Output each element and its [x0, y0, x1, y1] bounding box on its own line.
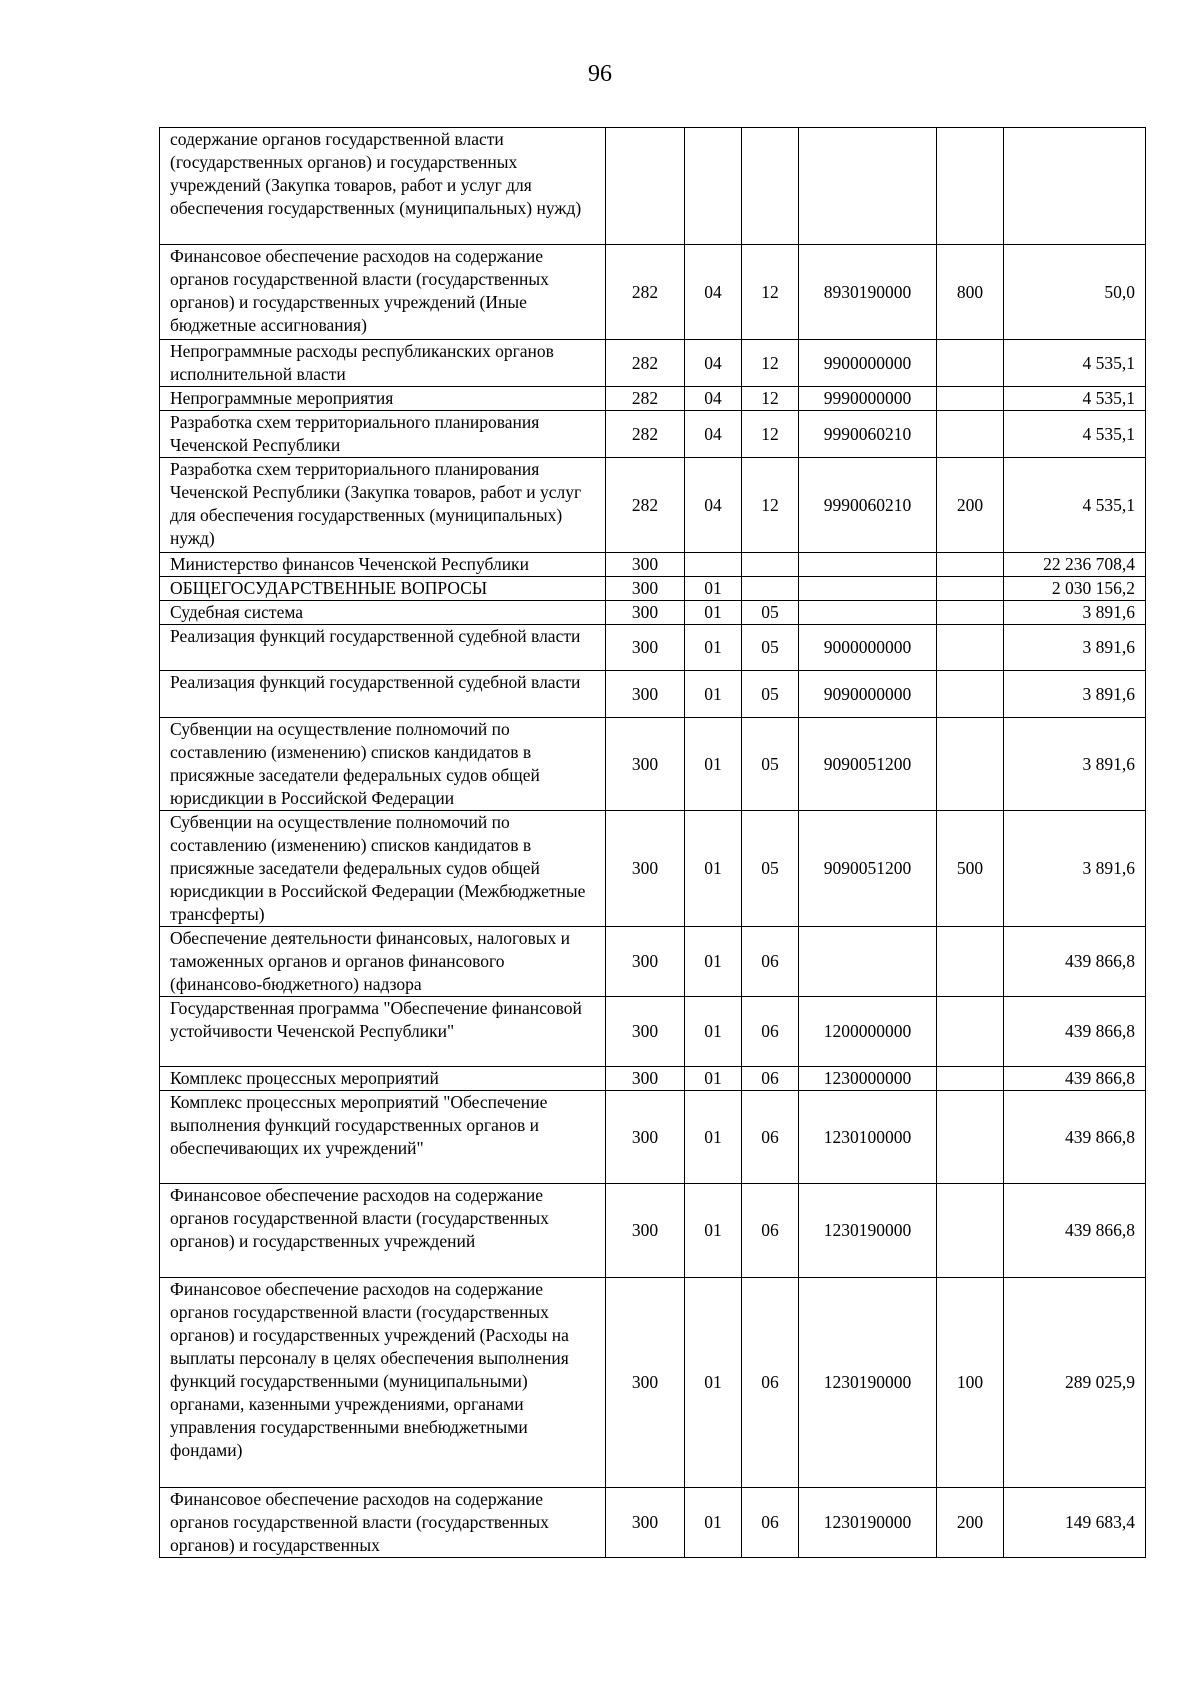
row-subsection-cell: 12 [742, 387, 799, 411]
row-expense-type-cell: 800 [937, 245, 1004, 340]
table-row [160, 671, 1146, 718]
row-target-article-cell: 9090051200 [799, 718, 937, 811]
row-target-article-cell [799, 927, 937, 997]
row-amount-cell: 439 866,8 [1004, 927, 1146, 997]
row-expense-type-cell [937, 927, 1004, 997]
row-section-cell: 01 [685, 577, 742, 601]
row-amount-cell: 4 535,1 [1004, 340, 1146, 387]
row-subsection-cell [742, 553, 799, 577]
table-row [160, 1278, 1146, 1488]
row-grbs-cell: 282 [606, 411, 685, 458]
row-target-article-cell: 8930190000 [799, 245, 937, 340]
row-name-cell: Реализация функций государственной судебной власти [160, 625, 606, 671]
row-subsection-cell: 12 [742, 340, 799, 387]
row-name-cell: Субвенции на осуществление полномочий по составлению (изменению) списков кандидатов в присяжные заседатели федеральных судов общей юрисдикции в Российской Федерации (Межбюджетные трансферты) [160, 811, 606, 927]
row-name-cell: содержание органов государственной власти (государственных органов) и государственных учреждений (Закупка товаров, работ и услуг для обеспечения государственных (муниципальных) нужд) [160, 128, 606, 245]
row-expense-type-cell [937, 671, 1004, 718]
row-amount-cell: 3 891,6 [1004, 625, 1146, 671]
row-amount-cell: 3 891,6 [1004, 811, 1146, 927]
table-row [160, 411, 1146, 458]
row-grbs-cell: 300 [606, 553, 685, 577]
row-amount-cell: 439 866,8 [1004, 997, 1146, 1067]
row-section-cell: 04 [685, 245, 742, 340]
row-grbs-cell: 300 [606, 1278, 685, 1488]
row-target-article-cell [799, 577, 937, 601]
row-grbs-cell: 300 [606, 625, 685, 671]
row-grbs-cell: 282 [606, 387, 685, 411]
row-target-article-cell: 1230190000 [799, 1184, 937, 1278]
row-expense-type-cell [937, 625, 1004, 671]
row-expense-type-cell [937, 128, 1004, 245]
row-name-cell: Непрограммные мероприятия [160, 387, 606, 411]
row-subsection-cell: 06 [742, 1067, 799, 1091]
table-row [160, 811, 1146, 927]
row-section-cell: 01 [685, 811, 742, 927]
row-expense-type-cell: 200 [937, 458, 1004, 553]
row-expense-type-cell [937, 601, 1004, 625]
table-row [160, 128, 1146, 245]
row-subsection-cell: 12 [742, 245, 799, 340]
row-amount-cell: 4 535,1 [1004, 458, 1146, 553]
table-row [160, 997, 1146, 1067]
row-name-cell: Финансовое обеспечение расходов на содержание органов государственной власти (государственных органов) и государственных [160, 1488, 606, 1558]
table-row [160, 387, 1146, 411]
row-section-cell: 01 [685, 1067, 742, 1091]
row-grbs-cell: 300 [606, 1488, 685, 1558]
row-target-article-cell: 1230000000 [799, 1067, 937, 1091]
table-row [160, 718, 1146, 811]
row-expense-type-cell [937, 1184, 1004, 1278]
row-target-article-cell: 1230190000 [799, 1278, 937, 1488]
table-row [160, 601, 1146, 625]
row-amount-cell: 50,0 [1004, 245, 1146, 340]
row-expense-type-cell: 200 [937, 1488, 1004, 1558]
row-section-cell: 01 [685, 1278, 742, 1488]
budget-table [159, 127, 1146, 1558]
row-expense-type-cell [937, 387, 1004, 411]
row-name-cell: Разработка схем территориального планирования Чеченской Республики (Закупка товаров, работ и услуг для обеспечения государственных (муниципальных) нужд) [160, 458, 606, 553]
table-row [160, 245, 1146, 340]
row-section-cell: 04 [685, 458, 742, 553]
table-row [160, 553, 1146, 577]
row-amount-cell: 439 866,8 [1004, 1067, 1146, 1091]
row-name-cell: Субвенции на осуществление полномочий по составлению (изменению) списков кандидатов в присяжные заседатели федеральных судов общей юрисдикции в Российской Федерации [160, 718, 606, 811]
row-grbs-cell: 282 [606, 340, 685, 387]
row-target-article-cell: 9000000000 [799, 625, 937, 671]
row-amount-cell: 4 535,1 [1004, 387, 1146, 411]
row-grbs-cell: 300 [606, 671, 685, 718]
row-expense-type-cell [937, 1091, 1004, 1184]
row-target-article-cell: 9090000000 [799, 671, 937, 718]
row-grbs-cell: 300 [606, 1067, 685, 1091]
row-name-cell: Комплекс процессных мероприятий [160, 1067, 606, 1091]
row-section-cell: 01 [685, 718, 742, 811]
row-subsection-cell: 05 [742, 671, 799, 718]
page-number: 96 [588, 61, 612, 87]
row-amount-cell: 3 891,6 [1004, 671, 1146, 718]
row-name-cell: Комплекс процессных мероприятий "Обеспечение выполнения функций государственных органов и обеспечивающих их учреждений" [160, 1091, 606, 1184]
row-subsection-cell: 06 [742, 997, 799, 1067]
row-expense-type-cell: 100 [937, 1278, 1004, 1488]
row-section-cell: 04 [685, 387, 742, 411]
row-subsection-cell: 06 [742, 1091, 799, 1184]
row-section-cell: 01 [685, 625, 742, 671]
table-row [160, 625, 1146, 671]
row-target-article-cell: 1230190000 [799, 1488, 937, 1558]
row-section-cell: 01 [685, 1091, 742, 1184]
row-amount-cell: 3 891,6 [1004, 718, 1146, 811]
row-subsection-cell: 05 [742, 718, 799, 811]
row-grbs-cell: 300 [606, 1184, 685, 1278]
row-section-cell: 01 [685, 1488, 742, 1558]
row-target-article-cell: 1200000000 [799, 997, 937, 1067]
row-section-cell: 01 [685, 927, 742, 997]
row-section-cell [685, 553, 742, 577]
row-subsection-cell: 06 [742, 1488, 799, 1558]
row-target-article-cell [799, 601, 937, 625]
row-amount-cell: 149 683,4 [1004, 1488, 1146, 1558]
row-expense-type-cell [937, 340, 1004, 387]
row-amount-cell: 4 535,1 [1004, 411, 1146, 458]
table-row [160, 1067, 1146, 1091]
row-name-cell: Обеспечение деятельности финансовых, налоговых и таможенных органов и органов финансового (финансово-бюджетного) надзора [160, 927, 606, 997]
row-name-cell: Судебная система [160, 601, 606, 625]
row-section-cell: 04 [685, 411, 742, 458]
row-expense-type-cell [937, 411, 1004, 458]
table-row [160, 1091, 1146, 1184]
row-expense-type-cell [937, 553, 1004, 577]
row-section-cell: 04 [685, 340, 742, 387]
row-name-cell: Финансовое обеспечение расходов на содержание органов государственной власти (государственных органов) и государственных учреждений [160, 1184, 606, 1278]
table-row [160, 577, 1146, 601]
row-target-article-cell: 1230100000 [799, 1091, 937, 1184]
row-subsection-cell: 06 [742, 927, 799, 997]
row-target-article-cell [799, 553, 937, 577]
row-amount-cell: 439 866,8 [1004, 1184, 1146, 1278]
row-subsection-cell: 05 [742, 601, 799, 625]
row-subsection-cell: 12 [742, 458, 799, 553]
row-amount-cell: 3 891,6 [1004, 601, 1146, 625]
row-section-cell: 01 [685, 997, 742, 1067]
row-grbs-cell: 282 [606, 245, 685, 340]
row-subsection-cell [742, 577, 799, 601]
row-subsection-cell [742, 128, 799, 245]
row-grbs-cell: 300 [606, 718, 685, 811]
row-grbs-cell: 282 [606, 458, 685, 553]
row-target-article-cell [799, 128, 937, 245]
table-row [160, 927, 1146, 997]
row-name-cell: Министерство финансов Чеченской Республики [160, 553, 606, 577]
row-expense-type-cell [937, 997, 1004, 1067]
row-grbs-cell: 300 [606, 601, 685, 625]
row-section-cell: 01 [685, 1184, 742, 1278]
row-section-cell: 01 [685, 671, 742, 718]
row-target-article-cell: 9990000000 [799, 387, 937, 411]
row-amount-cell: 2 030 156,2 [1004, 577, 1146, 601]
table-row [160, 1488, 1146, 1558]
row-grbs-cell: 300 [606, 577, 685, 601]
row-subsection-cell: 06 [742, 1278, 799, 1488]
row-target-article-cell: 9090051200 [799, 811, 937, 927]
row-subsection-cell: 05 [742, 811, 799, 927]
row-subsection-cell: 06 [742, 1184, 799, 1278]
row-grbs-cell: 300 [606, 927, 685, 997]
row-section-cell: 01 [685, 601, 742, 625]
row-target-article-cell: 9990060210 [799, 458, 937, 553]
table-row [160, 458, 1146, 553]
row-expense-type-cell [937, 1067, 1004, 1091]
row-name-cell: Государственная программа "Обеспечение финансовой устойчивости Чеченской Республики" [160, 997, 606, 1067]
row-amount-cell [1004, 128, 1146, 245]
row-name-cell: Разработка схем территориального планирования Чеченской Республики [160, 411, 606, 458]
row-amount-cell: 289 025,9 [1004, 1278, 1146, 1488]
table-row [160, 340, 1146, 387]
row-expense-type-cell [937, 577, 1004, 601]
row-expense-type-cell [937, 718, 1004, 811]
row-name-cell: Финансовое обеспечение расходов на содержание органов государственной власти (государственных органов) и государственных учреждений (Иные бюджетные ассигнования) [160, 245, 606, 340]
row-name-cell: ОБЩЕГОСУДАРСТВЕННЫЕ ВОПРОСЫ [160, 577, 606, 601]
row-grbs-cell [606, 128, 685, 245]
row-target-article-cell: 9900000000 [799, 340, 937, 387]
row-name-cell: Реализация функций государственной судебной власти [160, 671, 606, 718]
row-amount-cell: 22 236 708,4 [1004, 553, 1146, 577]
row-target-article-cell: 9990060210 [799, 411, 937, 458]
row-amount-cell: 439 866,8 [1004, 1091, 1146, 1184]
row-section-cell [685, 128, 742, 245]
row-expense-type-cell: 500 [937, 811, 1004, 927]
row-subsection-cell: 05 [742, 625, 799, 671]
row-name-cell: Финансовое обеспечение расходов на содержание органов государственной власти (государственных органов) и государственных учреждений (Расходы на выплаты персоналу в целях обеспечения выполнения функций государственными (муниципальными) органами, казенными учреждениями, органами управления государственными внебюджетными фондами) [160, 1278, 606, 1488]
row-grbs-cell: 300 [606, 811, 685, 927]
row-subsection-cell: 12 [742, 411, 799, 458]
row-grbs-cell: 300 [606, 997, 685, 1067]
row-grbs-cell: 300 [606, 1091, 685, 1184]
table-row [160, 1184, 1146, 1278]
row-name-cell: Непрограммные расходы республиканских органов исполнительной власти [160, 340, 606, 387]
